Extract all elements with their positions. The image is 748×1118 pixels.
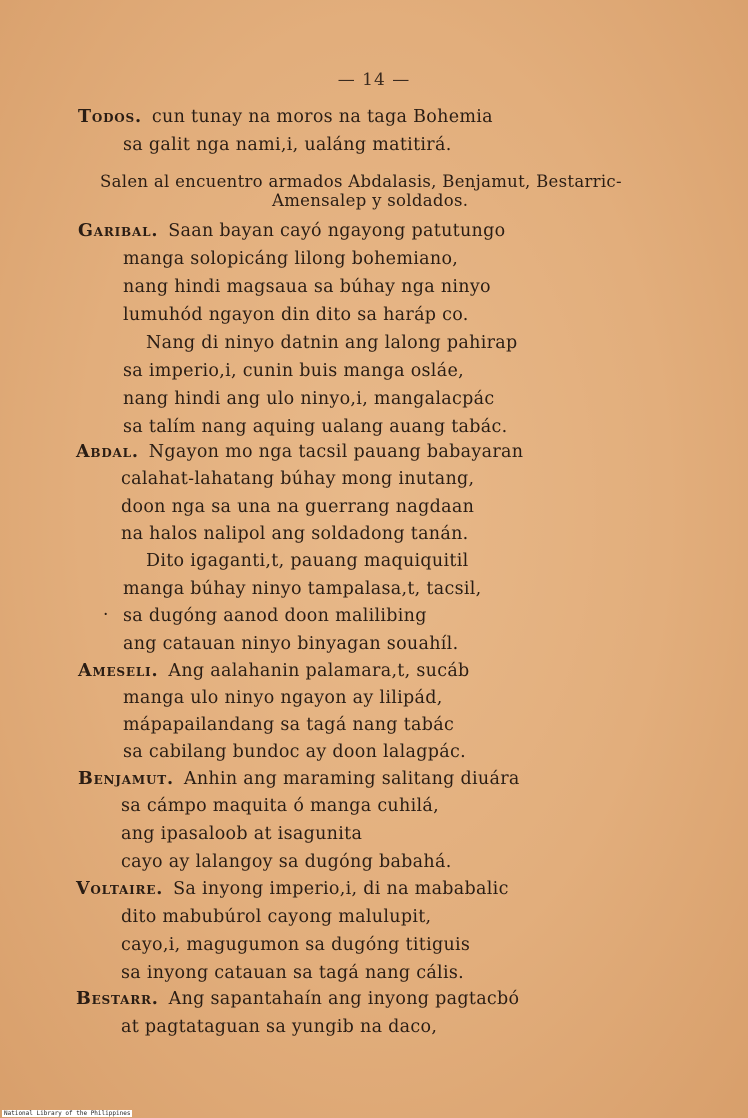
verse-line: sa inyong catauan sa tagá nang cális. [121,963,464,983]
verse-line: mápapailandang sa tagá nang tabác [123,715,455,735]
verse-line: sa dugóng aanod doon malilibing [123,606,427,626]
verse-line: nang hindi magsaua sa búhay nga ninyo [123,277,491,297]
verse-text: Ang sapantahaín ang inyong pagtacbó [168,989,520,1009]
verse-line: sa galit nga nami,i, ualáng matitirá. [123,135,452,155]
page-number: — 14 — [337,70,411,90]
speech-line [78,660,470,682]
verse-text: Sa inyong imperio,i, di na mababalic [173,879,509,899]
verse-line: ang catauan ninyo binyagan souahíl. [123,634,459,654]
verse-line: dito mabubúrol cayong malulupit, [121,907,432,927]
speech-line [76,441,523,463]
speaker-name: Benjamut. [78,769,174,789]
stray-mark: · [103,605,109,625]
verse-text: cun tunay na moros na taga Bohemia [151,107,493,127]
verse-line: at pagtataguan sa yungib na daco, [121,1017,438,1037]
library-footer: National Library of the Philippines [4,1110,131,1117]
verse-text: Saan bayan cayó ngayong patutungo [168,221,506,241]
speech-line [78,768,520,790]
verse-line: sa imperio,i, cunin buis manga osláe, [123,361,464,381]
verse-line: manga ulo ninyo ngayon ay lilipád, [123,688,443,708]
speaker-name: Todos. [78,107,142,127]
verse-line: na halos nalipol ang soldadong tanán. [121,524,469,544]
verse-line: Nang di ninyo datnin ang lalong pahirap [146,333,518,353]
speaker-name: Ameseli. [78,661,159,681]
speaker-name: Abdal. [76,442,139,462]
speaker-name: Garibal. [78,221,159,241]
speech-line [78,106,493,128]
verse-line: sa cámpo maquita ó manga cuhilá, [121,796,439,816]
speech-line [78,220,505,242]
verse-line: manga búhay ninyo tampalasa,t, tacsil, [123,579,482,599]
verse-line: nang hindi ang ulo ninyo,i, mangalacpác [123,389,495,409]
stage-direction-line: Amensalep y soldados. [272,191,469,210]
speech-line [76,878,509,900]
verse-line: doon nga sa una na guerrang nagdaan [121,497,475,517]
verse-line: ang ipasaloob at isagunita [121,824,363,844]
speech-line [76,988,519,1010]
stage-direction-line: Salen al encuentro armados Abdalasis, Benjamut, Bestarric- [100,172,622,191]
verse-line: sa cabilang bundoc ay doon lalagpác. [123,742,466,762]
verse-line: cayo,i, magugumon sa dugóng titiguis [121,935,471,955]
verse-line: Dito igaganti,t, pauang maquiquitil [146,551,469,571]
verse-line: manga solopicáng lilong bohemiano, [123,249,459,269]
verse-line: cayo ay lalangoy sa dugóng babahá. [121,852,452,872]
verse-line: lumuhód ngayon din dito sa haráp co. [123,305,469,325]
verse-text: Ang aalahanin palamara,t, sucáb [168,661,470,681]
verse-text: Anhin ang maraming salitang diuára [183,769,520,789]
verse-text: Ngayon mo nga tacsil pauang babayaran [148,442,524,462]
speaker-name: Voltaire. [76,879,164,899]
verse-line: sa talím nang aquing ualang auang tabác. [123,417,508,437]
verse-line: calahat-lahatang búhay mong inutang, [121,469,475,489]
speaker-name: Bestarr. [76,989,159,1009]
